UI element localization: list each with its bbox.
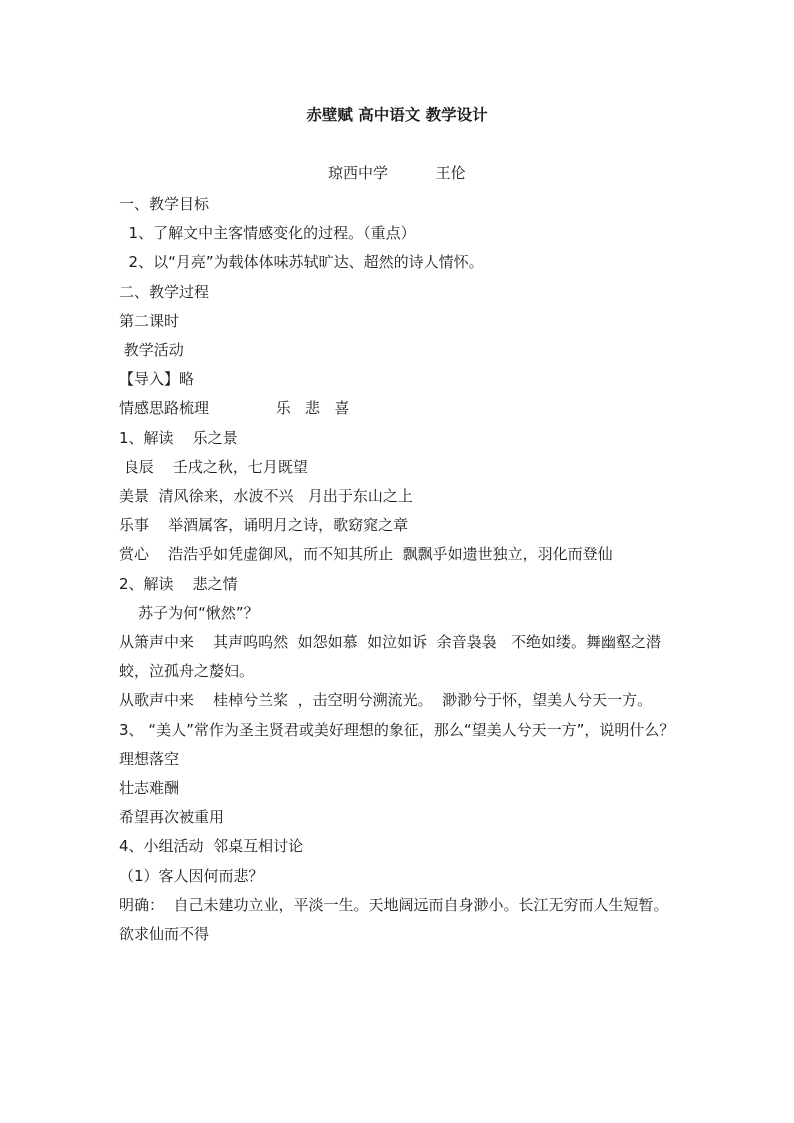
document-title: 赤壁赋 高中语文 教学设计 [306, 106, 488, 124]
body-line: 从箫声中来 其声呜呜然 如怨如慕 如泣如诉 余音袅袅 不绝如缕。舞幽壑之潜蛟，泣孤舟之嫠妇。 [119, 633, 661, 681]
body-line: （1）客人因何而悲？ [119, 866, 264, 885]
body-line: 从歌声中来 桂棹兮兰桨 ，击空明兮溯流光。 渺渺兮于怀，望美人兮天一方。 [119, 691, 653, 710]
body-line: 1、了解文中主客情感变化的过程。（重点） [119, 224, 416, 243]
body-line: 美景 清风徐来，水波不兴 月出于东山之上 [119, 487, 413, 506]
body-line: 二、教学过程 [119, 282, 210, 301]
body-line: 理想落空 [119, 749, 180, 768]
body-line: 教学活动 [119, 341, 184, 360]
body-line: 苏子为何“愀然”？ [119, 603, 259, 622]
body-line: 4、小组活动 邻桌互相讨论 [119, 837, 304, 856]
body-line: 明确： 自己未建功立业，平淡一生。天地阔远而自身渺小。长江无穷而人生短暂。欲求仙而不得 [119, 895, 669, 944]
document-body [119, 190, 679, 949]
body-line: 希望再次被重用 [119, 808, 225, 827]
body-line: 壮志难酬 [119, 779, 180, 798]
body-line: 3、 “美人”常作为圣主贤君或美好理想的象征，那么“望美人兮天一方”，说明什么？ [119, 720, 675, 739]
body-line: 1、解读 乐之景 [119, 428, 238, 447]
body-line: 良辰 壬戌之秋，七月既望 [119, 457, 308, 476]
author-line: 琼西中学 王伦 [328, 164, 466, 182]
body-line: 【导入】略 [119, 370, 195, 389]
body-line: 一、教学目标 [119, 195, 210, 213]
body-line: 赏心 浩浩乎如凭虚御风，而不知其所止 飘飘乎如遗世独立，羽化而登仙 [119, 545, 613, 564]
body-line: 第二课时 [119, 311, 180, 330]
body-line: 乐事 举酒属客，诵明月之诗，歌窈窕之章 [119, 516, 409, 535]
body-line: 情感思路梳理 乐 悲 喜 [119, 399, 350, 418]
body-line: 2、以“月亮”为载体体味苏轼旷达、超然的诗人情怀。 [119, 253, 484, 272]
body-line: 2、解读 悲之情 [119, 574, 238, 593]
